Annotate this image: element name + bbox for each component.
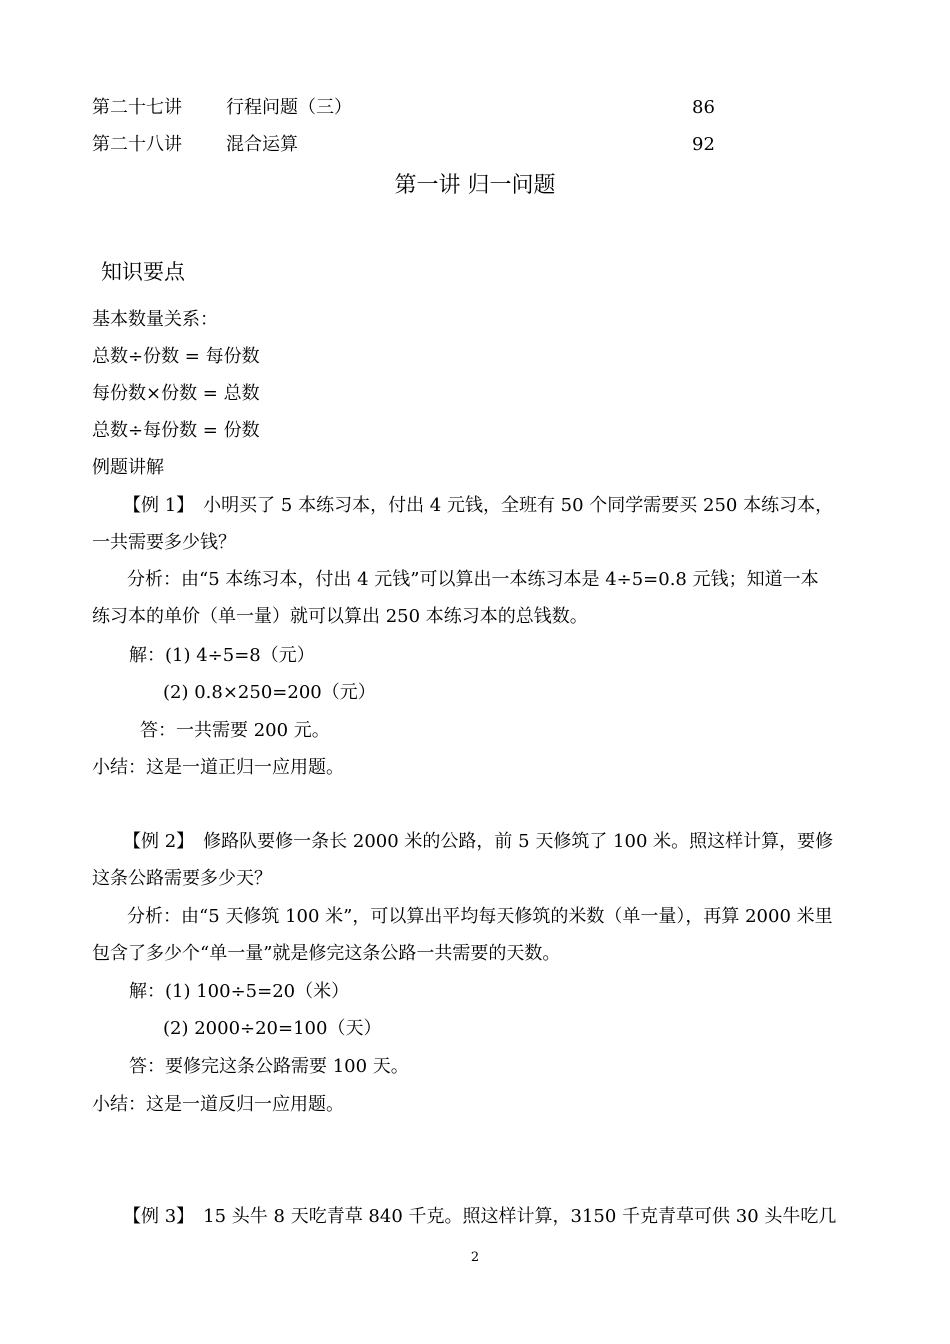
- toc-page: 86: [692, 97, 715, 118]
- solution-step: (2) 0.8×250=200（元）: [163, 682, 376, 703]
- toc-page: 92: [692, 134, 715, 155]
- lecture-title: 第一讲 归一问题: [394, 173, 556, 198]
- page-number: 2: [470, 1250, 480, 1265]
- question-line: 【例 2】 修路队要修一条长 2000 米的公路，前 5 天修筑了 100 米。照这样计算，要修: [123, 831, 834, 852]
- summary-line: 小结：这是一道正归一应用题。: [92, 757, 344, 778]
- toc-chapter: 第二十七讲: [92, 97, 182, 118]
- summary-line: 小结：这是一道反归一应用题。: [92, 1094, 344, 1115]
- analysis-line: 分析：由“5 本练习本，付出 4 元钱”可以算出一本练习本是 4÷5=0.8 元钱；知道一本: [127, 569, 819, 590]
- analysis-line: 分析：由“5 天修筑 100 米”，可以算出平均每天修筑的米数（单一量），再算 2000 米里: [127, 906, 833, 927]
- examples-heading: 例题讲解: [92, 457, 164, 478]
- question-line: 【例 3】 15 头牛 8 天吃青草 840 千克。照这样计算，3150 千克青草可供 30 头牛吃几: [123, 1206, 837, 1227]
- formula: 每份数×份数 = 总数: [92, 383, 260, 404]
- toc-title: 行程问题（三）: [226, 97, 352, 118]
- toc-chapter: 第二十八讲: [92, 134, 182, 155]
- toc-title: 混合运算: [226, 134, 298, 155]
- solution-step: 解：(1) 4÷5=8（元）: [129, 645, 315, 666]
- question-line: 这条公路需要多少天？: [92, 868, 272, 889]
- answer-line: 答：要修完这条公路需要 100 天。: [129, 1056, 409, 1077]
- solution-step: 解：(1) 100÷5=20（米）: [129, 981, 350, 1002]
- basics-heading: 基本数量关系：: [92, 309, 218, 330]
- solution-step: (2) 2000÷20=100（天）: [163, 1018, 382, 1039]
- question-line: 【例 1】 小明买了 5 本练习本，付出 4 元钱，全班有 50 个同学需要买 250 本练习本，: [123, 495, 834, 516]
- formula: 总数÷份数 = 每份数: [92, 346, 260, 367]
- section-heading: 知识要点: [101, 260, 185, 284]
- formula: 总数÷每份数 = 份数: [92, 420, 260, 441]
- analysis-line: 练习本的单价（单一量）就可以算出 250 本练习本的总钱数。: [92, 606, 588, 627]
- answer-line: 答：一共需要 200 元。: [140, 720, 330, 741]
- analysis-line: 包含了多少个“单一量”就是修完这条公路一共需要的天数。: [92, 943, 561, 964]
- question-line: 一共需要多少钱？: [92, 532, 236, 553]
